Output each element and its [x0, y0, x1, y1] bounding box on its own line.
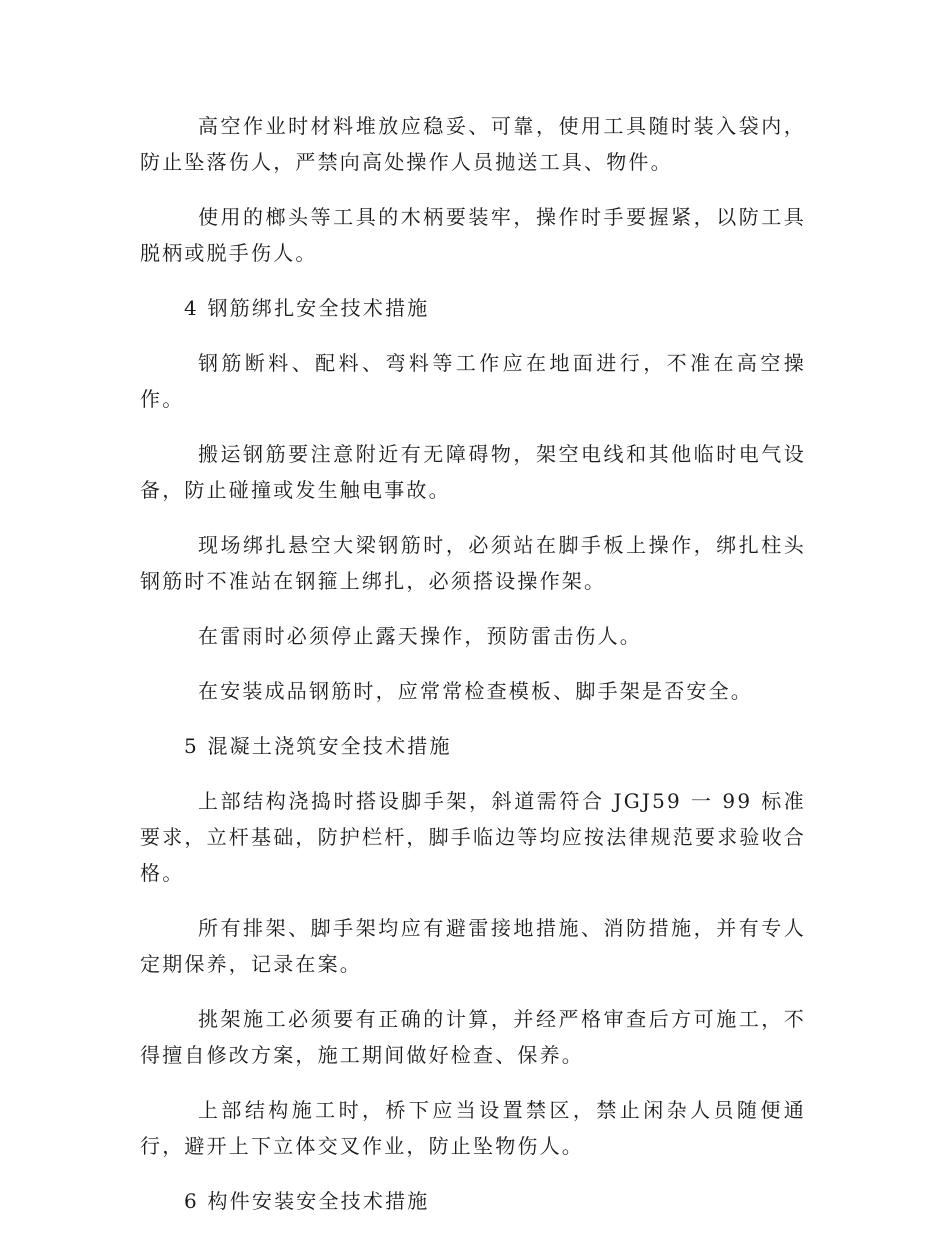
paragraph-cantilever-frame: 挑架施工必须要有正确的计算，并经严格审查后方可施工，不得擅自修改方案，施工期间做好检查、保养。	[140, 1007, 806, 1067]
section-heading-component-installation: 6 构件安装安全技术措施	[184, 1189, 430, 1213]
paragraph-scaffold-standard: 上部结构浇捣时搭设脚手架，斜道需符合 JGJ59 一 99 标准要求，立杆基础，防护栏杆，脚手临边等均应按法律规范要求验收合格。	[140, 789, 806, 885]
paragraph-finished-rebar: 在安装成品钢筋时，应常常检查模板、脚手架是否安全。	[198, 679, 753, 703]
paragraph-lightning-protection: 所有排架、脚手架均应有避雷接地措施、消防措施，并有专人定期保养，记录在案。	[140, 916, 806, 976]
paragraph-beam-binding: 现场绑扎悬空大梁钢筋时，必须站在脚手板上操作，绑扎柱头钢筋时不准站在钢箍上绑扎，必须搭设操作架。	[140, 533, 806, 593]
document-page	[140, 108, 806, 1238]
paragraph-rebar-transport: 搬运钢筋要注意附近有无障碍物，架空电线和其他临时电气设备，防止碰撞或发生触电事故。	[140, 442, 806, 502]
section-heading-rebar-binding: 4 钢筋绑扎安全技术措施	[184, 296, 430, 320]
paragraph-hammer-handle: 使用的榔头等工具的木柄要装牢，操作时手要握紧，以防工具脱柄或脱手伤人。	[140, 205, 806, 265]
paragraph-thunderstorm: 在雷雨时必须停止露天操作，预防雷击伤人。	[198, 624, 642, 648]
paragraph-material-stacking: 高空作业时材料堆放应稳妥、可靠，使用工具随时装入袋内，防止坠落伤人，严禁向高处操作人员抛送工具、物件。	[140, 114, 806, 174]
section-heading-concrete-pouring: 5 混凝土浇筑安全技术措施	[184, 734, 452, 758]
paragraph-rebar-cutting: 钢筋断料、配料、弯料等工作应在地面进行，不准在高空操作。	[140, 351, 806, 411]
paragraph-restricted-zone: 上部结构施工时，桥下应当设置禁区，禁止闲杂人员随便通行，避开上下立体交叉作业，防止坠物伤人。	[140, 1098, 806, 1158]
